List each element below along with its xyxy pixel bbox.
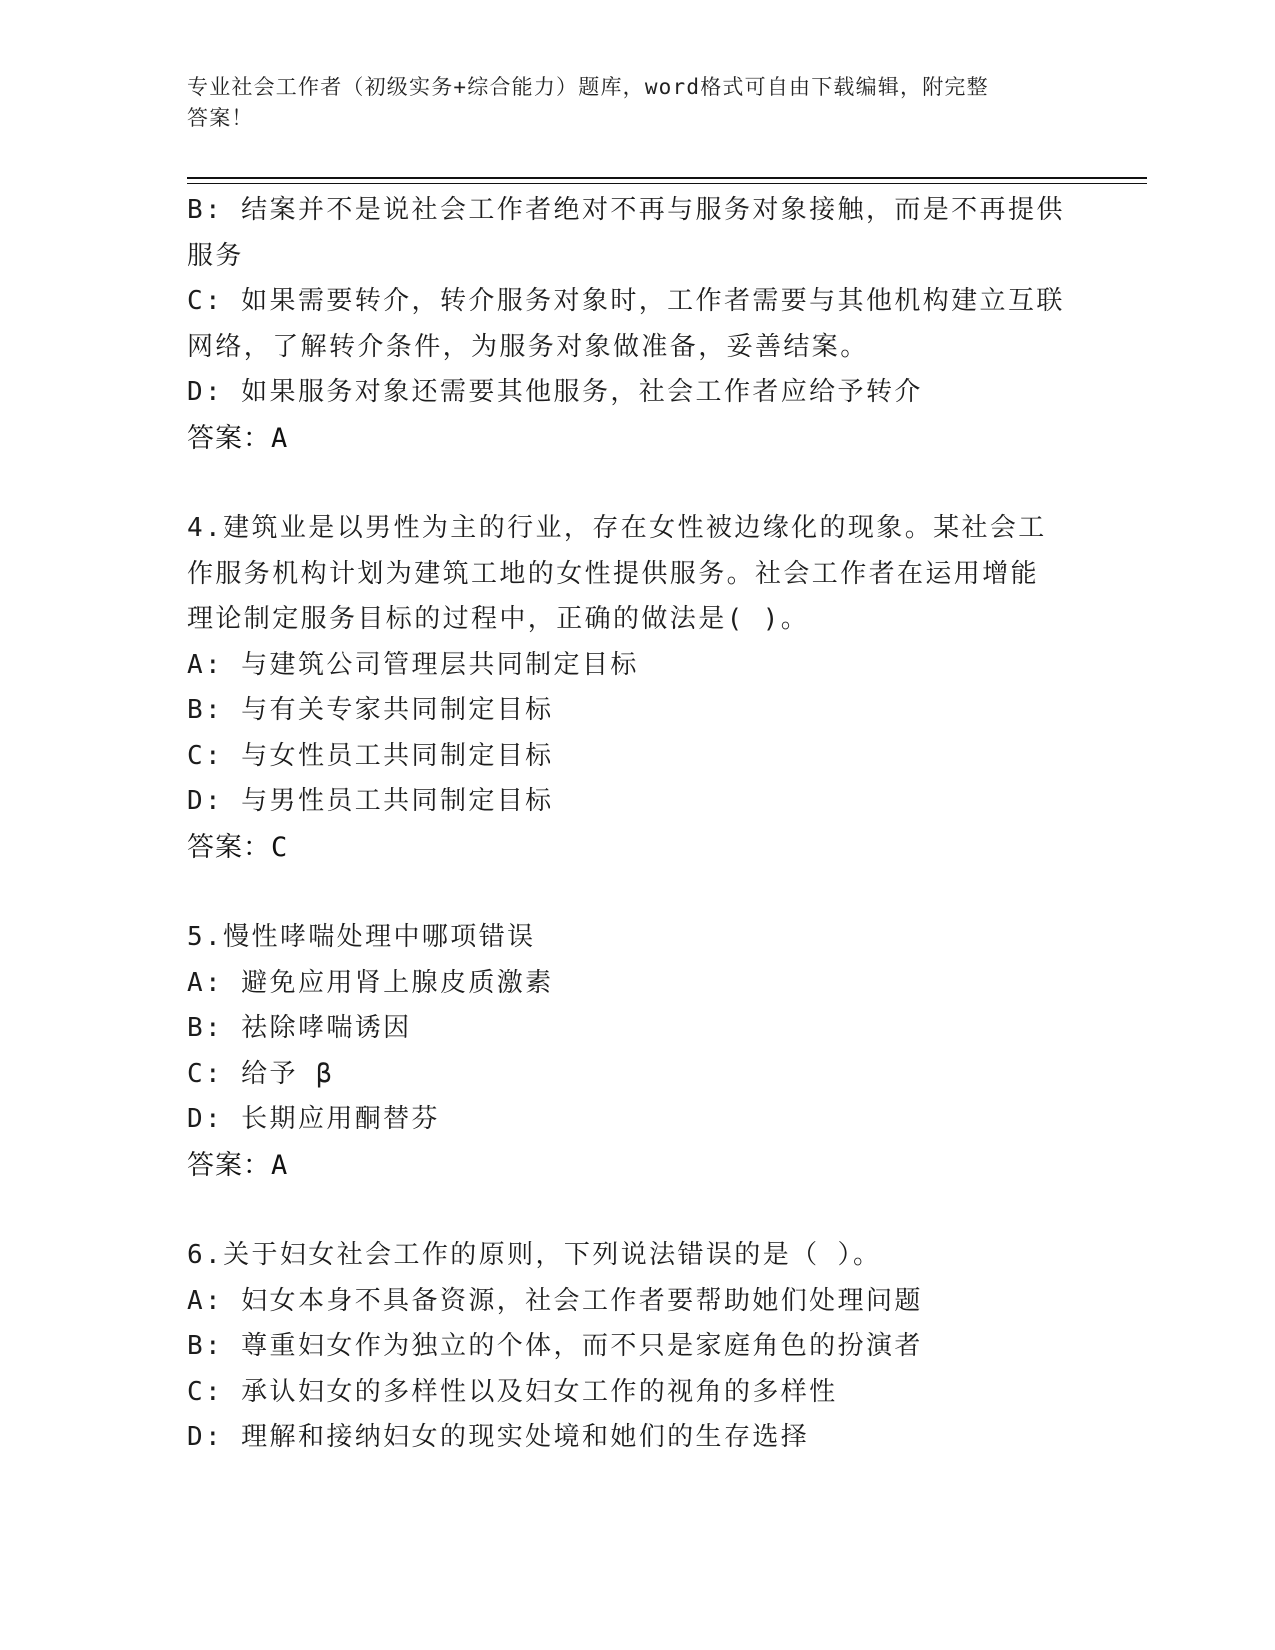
answer-value: A [271, 1149, 289, 1181]
q6-option-d: D: 理解和接纳妇女的现实处境和她们的生存选择 [187, 1422, 810, 1452]
q3-answer [187, 416, 1067, 462]
question-content [187, 188, 1067, 1461]
q5-option-d: D: 长期应用酮替芬 [187, 1104, 440, 1134]
q4-option-c: C: 与女性员工共同制定目标 [187, 740, 554, 771]
header-divider-thick [187, 177, 1147, 179]
answer-value: C [271, 831, 289, 863]
question-5 [187, 915, 1067, 1188]
q3-option-b-line1: B: 结案并不是说社会工作者绝对不再与服务对象接触，而是不再提供 [187, 195, 1065, 225]
answer-value: A [271, 422, 289, 454]
q3-option-d: D: 如果服务对象还需要其他服务，社会工作者应给予转介 [187, 377, 923, 407]
q5-option-a: A: 避免应用肾上腺皮质激素 [187, 967, 554, 998]
q4-option-d: D: 与男性员工共同制定目标 [187, 786, 554, 816]
q5-option-c: C: 给予 β [187, 1058, 335, 1089]
spacer [187, 461, 1067, 506]
question-4 [187, 506, 1067, 870]
question-6 [187, 1233, 1067, 1461]
q3-option-b-line2: 服务 [187, 240, 244, 271]
header-title-line2: 答案！ [187, 106, 254, 130]
question-3 [187, 188, 1067, 461]
q3-option-c-line2: 网络，了解转介条件，为服务对象做准备，妥善结案。 [187, 331, 869, 362]
answer-label: 答案： [187, 1149, 271, 1181]
spacer [187, 1188, 1067, 1233]
q3-option-c-line1: C: 如果需要转介，转介服务对象时，工作者需要与其他机构建立互联 [187, 286, 1065, 316]
q4-stem-line1: 4.建筑业是以男性为主的行业，存在女性被边缘化的现象。某社会工 [187, 513, 1047, 543]
q5-stem: 5.慢性哮喘处理中哪项错误 [187, 922, 536, 952]
answer-label: 答案： [187, 831, 271, 863]
q4-stem-line3: 理论制定服务目标的过程中，正确的做法是( )。 [187, 604, 810, 634]
answer-label: 答案： [187, 422, 271, 454]
q5-option-b: B: 祛除哮喘诱因 [187, 1013, 412, 1043]
q4-answer [187, 825, 1067, 871]
q6-option-b: B: 尊重妇女作为独立的个体，而不只是家庭角色的扮演者 [187, 1331, 923, 1361]
q4-option-a: A: 与建筑公司管理层共同制定目标 [187, 649, 639, 680]
q5-answer [187, 1143, 1067, 1189]
q6-stem: 6.关于妇女社会工作的原则，下列说法错误的是（ ）。 [187, 1240, 882, 1270]
q4-stem-line2: 作服务机构计划为建筑工地的女性提供服务。社会工作者在运用增能 [187, 558, 1040, 589]
q4-option-b: B: 与有关专家共同制定目标 [187, 695, 554, 725]
page-header [187, 72, 1087, 134]
q6-option-c: C: 承认妇女的多样性以及妇女工作的视角的多样性 [187, 1376, 838, 1407]
header-divider-thin [187, 183, 1147, 184]
spacer [187, 870, 1067, 915]
header-title-line1: 专业社会工作者（初级实务+综合能力）题库，word格式可自由下载编辑，附完整 [187, 75, 989, 99]
q6-option-a: A: 妇女本身不具备资源，社会工作者要帮助她们处理问题 [187, 1285, 923, 1316]
